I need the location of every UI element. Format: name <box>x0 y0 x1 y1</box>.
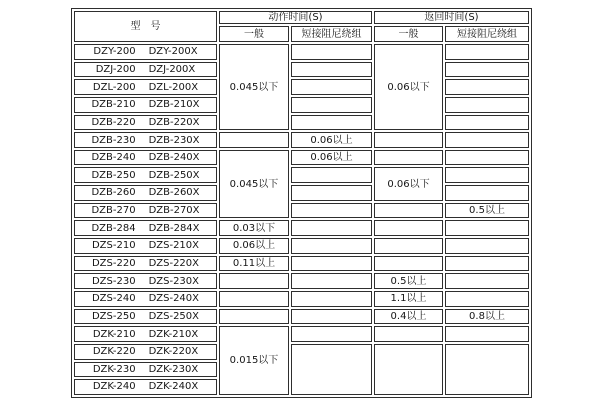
model-cell <box>74 185 217 201</box>
ret-general-cell <box>374 344 443 395</box>
model-name-x: DZK-240X <box>148 381 199 393</box>
act-damping-cell <box>291 167 372 183</box>
model-cell <box>74 167 217 183</box>
act-damping-cell <box>291 115 372 131</box>
model-name-x: DZS-210X <box>148 240 200 252</box>
model-name: DZS-240 <box>91 293 136 305</box>
ret-damping-cell: 0.5以上 <box>445 203 529 219</box>
model-name-x: DZB-210X <box>148 99 200 111</box>
ret-damping-cell: 0.8以上 <box>445 309 529 325</box>
table-row <box>74 344 529 360</box>
relay-timing-spec-table <box>71 8 532 398</box>
table-row <box>74 97 529 113</box>
act-damping-cell <box>291 256 372 272</box>
model-name: DZS-250 <box>91 310 136 322</box>
model-name-x: DZB-240X <box>148 152 200 164</box>
ret-damping-cell <box>445 167 529 183</box>
act-damping-cell <box>291 62 372 78</box>
ret-damping-cell <box>445 238 529 254</box>
model-name: DZB-284 <box>91 222 136 234</box>
model-cell <box>74 273 217 289</box>
ret-damping-cell <box>445 185 529 201</box>
table-row <box>74 62 529 78</box>
table-row <box>74 256 529 272</box>
ret-damping-cell <box>445 256 529 272</box>
header-action-damping: 短接阻尼绕组 <box>291 26 372 42</box>
ret-general-cell <box>374 238 443 254</box>
model-cell <box>74 62 217 78</box>
header-return-time-group: 返回时间(S) <box>374 11 529 24</box>
header-action-general: 一般 <box>219 26 289 42</box>
model-name: DZB-220 <box>91 116 136 128</box>
act-damping-cell: 0.06以上 <box>291 150 372 166</box>
table-row <box>74 291 529 307</box>
act-general-cell: 0.03以下 <box>219 220 289 236</box>
model-name-x: DZS-220X <box>148 258 200 269</box>
ret-general-cell: 0.06以下 <box>374 44 443 130</box>
model-name: DZS-220 <box>91 258 136 269</box>
table-row <box>74 79 529 95</box>
header-row-groups <box>74 11 529 24</box>
model-name: DZB-230 <box>91 134 136 146</box>
model-name: DZY-200 <box>93 46 136 58</box>
model-name: DZB-240 <box>91 152 136 164</box>
table-row <box>74 203 529 219</box>
act-damping-cell <box>291 291 372 307</box>
model-name-x: DZS-240X <box>148 293 200 305</box>
act-general-cell: 0.045以下 <box>219 44 289 130</box>
ret-damping-cell <box>445 326 529 342</box>
ret-damping-cell <box>445 97 529 113</box>
model-cell <box>74 220 217 236</box>
model-cell <box>74 132 217 148</box>
model-cell <box>74 362 217 378</box>
ret-general-cell: 1.1以上 <box>374 291 443 307</box>
model-cell <box>74 203 217 219</box>
model-name: DZB-270 <box>91 205 136 217</box>
model-name-x: DZS-250X <box>148 310 200 322</box>
model-name: DZS-230 <box>91 275 136 287</box>
model-name-x: DZK-210X <box>148 328 199 340</box>
act-general-cell <box>219 309 289 325</box>
model-cell <box>74 309 217 325</box>
ret-general-cell <box>374 256 443 272</box>
ret-general-cell <box>374 220 443 236</box>
model-name-x: DZY-200X <box>148 46 198 58</box>
header-return-damping: 短接阻尼绕组 <box>445 26 529 42</box>
ret-damping-cell <box>445 62 529 78</box>
act-general-cell <box>219 132 289 148</box>
table-row <box>74 309 529 325</box>
model-name: DZB-250 <box>91 169 136 181</box>
header-action-time-group: 动作时间(S) <box>219 11 372 24</box>
model-cell <box>74 97 217 113</box>
model-name-x: DZB-220X <box>148 116 200 128</box>
act-general-cell: 0.06以上 <box>219 238 289 254</box>
model-cell <box>74 344 217 360</box>
model-name: DZB-210 <box>91 99 136 111</box>
model-name: DZB-260 <box>91 187 136 199</box>
model-name-x: DZL-200X <box>148 81 199 93</box>
ret-general-cell <box>374 203 443 219</box>
ret-general-cell: 0.5以上 <box>374 273 443 289</box>
ret-general-cell: 0.06以下 <box>374 167 443 200</box>
model-name: DZS-210 <box>91 240 136 252</box>
act-damping-cell <box>291 203 372 219</box>
act-damping-cell <box>291 238 372 254</box>
model-name: DZJ-200 <box>95 63 136 75</box>
table-row <box>74 44 529 60</box>
act-damping-cell <box>291 309 372 325</box>
model-name-x: DZB-284X <box>148 222 200 234</box>
act-general-cell: 0.11以上 <box>219 256 289 272</box>
table-row <box>74 167 529 183</box>
ret-damping-cell <box>445 273 529 289</box>
ret-general-cell: 0.4以上 <box>374 309 443 325</box>
table-row <box>74 220 529 236</box>
act-damping-cell: 0.06以上 <box>291 132 372 148</box>
header-return-general: 一般 <box>374 26 443 42</box>
act-general-cell <box>219 273 289 289</box>
act-damping-cell <box>291 326 372 342</box>
table-row <box>74 273 529 289</box>
model-cell <box>74 291 217 307</box>
model-name: DZK-230 <box>92 363 136 375</box>
table-row <box>74 132 529 148</box>
ret-general-cell <box>374 132 443 148</box>
ret-damping-cell <box>445 150 529 166</box>
ret-general-cell <box>374 326 443 342</box>
ret-damping-cell <box>445 344 529 395</box>
model-cell <box>74 326 217 342</box>
model-name-x: DZB-260X <box>148 187 200 199</box>
model-name: DZK-240 <box>92 381 136 393</box>
table-row <box>74 150 529 166</box>
model-name-x: DZK-230X <box>148 363 199 375</box>
table-row <box>74 326 529 342</box>
act-damping-cell <box>291 97 372 113</box>
ret-damping-cell <box>445 220 529 236</box>
act-damping-cell <box>291 220 372 236</box>
ret-damping-cell <box>445 291 529 307</box>
table-row <box>74 115 529 131</box>
model-name-x: DZB-270X <box>148 205 200 217</box>
table-row <box>74 185 529 201</box>
act-general-cell: 0.015以下 <box>219 326 289 395</box>
model-cell <box>74 150 217 166</box>
act-damping-cell <box>291 273 372 289</box>
model-cell <box>74 256 217 272</box>
model-cell <box>74 79 217 95</box>
spec-table-container <box>71 8 532 398</box>
act-damping-cell <box>291 185 372 201</box>
ret-damping-cell <box>445 79 529 95</box>
model-name: DZK-220 <box>92 346 136 358</box>
ret-damping-cell <box>445 132 529 148</box>
model-cell <box>74 379 217 395</box>
act-general-cell: 0.045以下 <box>219 150 289 219</box>
act-damping-cell <box>291 79 372 95</box>
model-cell <box>74 44 217 60</box>
model-name-x: DZS-230X <box>148 275 200 287</box>
ret-damping-cell <box>445 115 529 131</box>
model-cell <box>74 238 217 254</box>
model-name: DZK-210 <box>92 328 136 340</box>
ret-damping-cell <box>445 44 529 60</box>
model-name-x: DZK-220X <box>148 346 199 358</box>
act-general-cell <box>219 291 289 307</box>
model-name-x: DZB-250X <box>148 169 200 181</box>
model-name: DZL-200 <box>92 81 136 93</box>
act-damping-cell <box>291 44 372 60</box>
model-cell <box>74 115 217 131</box>
model-name-x: DZB-230X <box>148 134 200 146</box>
header-model: 型 号 <box>74 11 217 42</box>
ret-general-cell <box>374 150 443 166</box>
model-name-x: DZJ-200X <box>148 63 196 75</box>
table-row <box>74 238 529 254</box>
act-damping-cell <box>291 344 372 395</box>
